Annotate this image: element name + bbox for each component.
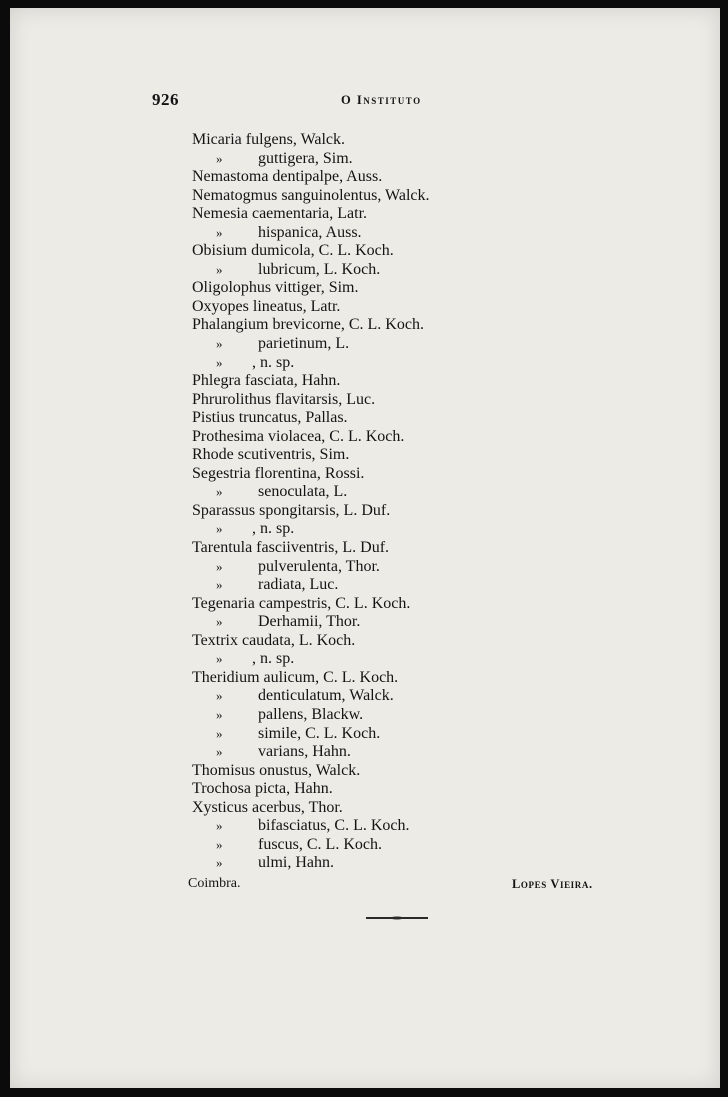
ditto-mark: » bbox=[216, 336, 223, 352]
ditto-mark: » bbox=[216, 577, 223, 593]
species-name: , n. sp. bbox=[252, 650, 295, 668]
species-name: hispanica, Auss. bbox=[258, 223, 362, 241]
species-list-subentry bbox=[192, 725, 430, 744]
place-signature: Coimbra. bbox=[188, 876, 241, 891]
species-name: parietinum, L. bbox=[258, 335, 350, 353]
species-name: lubricum, L. Koch. bbox=[258, 260, 381, 278]
species-list-subentry bbox=[192, 558, 430, 577]
ditto-mark: » bbox=[216, 688, 223, 704]
species-list-entry: Tarentula fasciiventris, L. Duf. bbox=[192, 539, 390, 557]
species-list-entry: Theridium aulicum, C. L. Koch. bbox=[192, 668, 399, 686]
species-name: bifasciatus, C. L. Koch. bbox=[258, 817, 410, 835]
species-name: pallens, Blackw. bbox=[258, 705, 364, 723]
species-name: senoculata, L. bbox=[258, 483, 348, 501]
species-list-subentry bbox=[192, 354, 430, 373]
species-list-entry: Trochosa picta, Hahn. bbox=[192, 780, 333, 798]
species-list-entry: Oxyopes lineatus, Latr. bbox=[192, 297, 341, 315]
species-name: denticulatum, Walck. bbox=[258, 687, 394, 705]
species-list-subentry bbox=[192, 706, 430, 725]
ditto-mark: » bbox=[216, 855, 223, 871]
species-name: simile, C. L. Koch. bbox=[258, 724, 381, 742]
ditto-mark: » bbox=[216, 224, 223, 240]
species-list-subentry bbox=[192, 687, 430, 706]
species-name: radiata, Luc. bbox=[258, 576, 339, 594]
species-name: , n. sp. bbox=[252, 353, 295, 371]
end-ornament-rule bbox=[366, 917, 428, 919]
species-list-entry: Xysticus acerbus, Thor. bbox=[192, 798, 343, 816]
species-list-entry: Oligolophus vittiger, Sim. bbox=[192, 279, 359, 297]
species-list-entry: Segestria florentina, Rossi. bbox=[192, 464, 365, 482]
ditto-mark: » bbox=[216, 818, 223, 834]
species-list-entry: Prothesima violacea, C. L. Koch. bbox=[192, 427, 405, 445]
species-list bbox=[192, 131, 430, 873]
species-name: Derhamii, Thor. bbox=[258, 613, 361, 631]
ditto-mark: » bbox=[216, 558, 223, 574]
species-list-entry: Tegenaria campestris, C. L. Koch. bbox=[192, 594, 411, 612]
species-list-entry: Phalangium brevicorne, C. L. Koch. bbox=[192, 316, 424, 334]
species-list-subentry bbox=[192, 261, 430, 280]
species-list-entry: Sparassus spongitarsis, L. Duf. bbox=[192, 501, 391, 519]
ditto-mark: » bbox=[216, 484, 223, 500]
species-list-entry: Thomisus onustus, Walck. bbox=[192, 761, 361, 779]
species-list-entry: Pistius truncatus, Pallas. bbox=[192, 409, 348, 427]
species-list-subentry bbox=[192, 483, 430, 502]
ditto-mark: » bbox=[216, 614, 223, 630]
ditto-mark: » bbox=[216, 521, 223, 537]
species-list-entry: Phlegra fasciata, Hahn. bbox=[192, 372, 341, 390]
ditto-mark: » bbox=[216, 706, 223, 722]
ditto-mark: » bbox=[216, 651, 223, 667]
species-list-subentry bbox=[192, 520, 430, 539]
species-name: fuscus, C. L. Koch. bbox=[258, 835, 382, 853]
species-list-subentry bbox=[192, 224, 430, 243]
species-list-entry: Nemesia caementaria, Latr. bbox=[192, 205, 368, 223]
species-list-subentry bbox=[192, 817, 430, 836]
species-name: varians, Hahn. bbox=[258, 743, 351, 761]
author-signature: Lopes Vieira. bbox=[512, 877, 593, 891]
species-list-entry: Phrurolithus flavitarsis, Luc. bbox=[192, 390, 376, 408]
species-list-subentry bbox=[192, 836, 430, 855]
species-name: , n. sp. bbox=[252, 520, 295, 538]
ditto-mark: » bbox=[216, 836, 223, 852]
species-list-subentry bbox=[192, 854, 430, 873]
species-list-subentry bbox=[192, 335, 430, 354]
ditto-mark: » bbox=[216, 261, 223, 277]
ditto-mark: » bbox=[216, 354, 223, 370]
page-footer bbox=[0, 876, 728, 896]
page-number: 926 bbox=[152, 90, 179, 109]
species-list-entry: Obisium dumicola, C. L. Koch. bbox=[192, 242, 394, 260]
species-name: ulmi, Hahn. bbox=[258, 854, 334, 872]
page-header bbox=[0, 90, 728, 112]
species-list-subentry bbox=[192, 743, 430, 762]
species-list-entry: Textrix caudata, L. Koch. bbox=[192, 631, 356, 649]
species-list-entry: Nemastoma dentipalpe, Auss. bbox=[192, 168, 383, 186]
ditto-mark: » bbox=[216, 744, 223, 760]
species-list-entry: Nematogmus sanguinolentus, Walck. bbox=[192, 186, 430, 204]
species-list-subentry bbox=[192, 150, 430, 169]
species-name: pulverulenta, Thor. bbox=[258, 557, 380, 575]
ditto-mark: » bbox=[216, 725, 223, 741]
running-head: O Instituto bbox=[341, 93, 422, 107]
species-list-entry: Micaria fulgens, Walck. bbox=[192, 131, 346, 148]
species-list-subentry bbox=[192, 650, 430, 669]
species-list-subentry bbox=[192, 576, 430, 595]
species-list-entry: Rhode scutiventris, Sim. bbox=[192, 446, 350, 464]
species-name: guttigera, Sim. bbox=[258, 149, 353, 167]
ditto-mark: » bbox=[216, 150, 223, 166]
species-list-subentry bbox=[192, 613, 430, 632]
